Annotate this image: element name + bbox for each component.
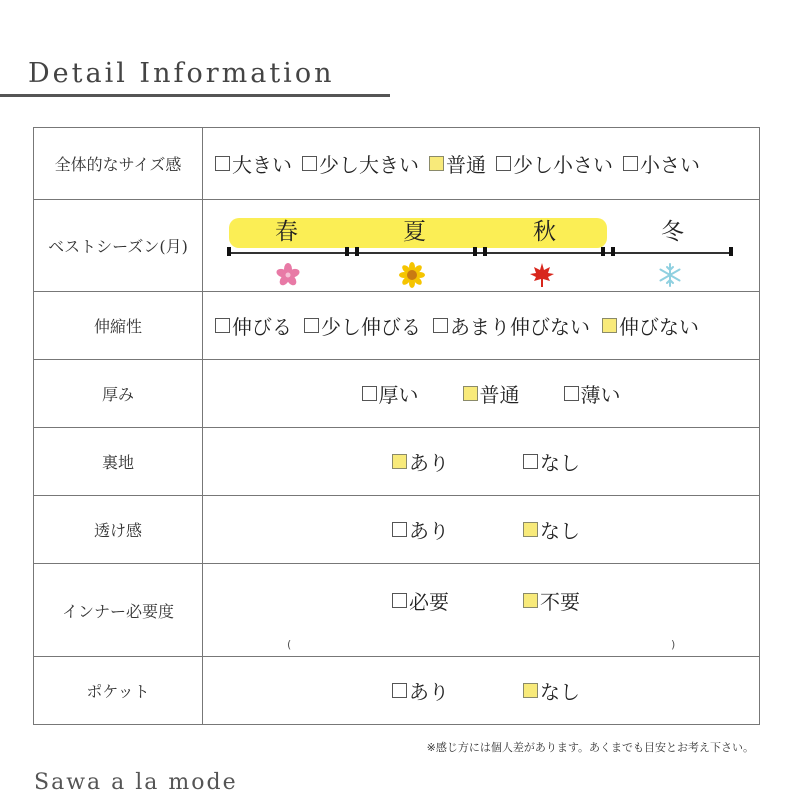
option-label: なし: [540, 680, 580, 704]
checkbox-option: [362, 379, 419, 408]
option-label: なし: [540, 451, 580, 475]
row-stretch: [34, 292, 760, 360]
checkbox-icon: [523, 454, 538, 469]
row-season: [34, 200, 760, 292]
checkbox-option: [463, 379, 520, 408]
checkbox-option: [215, 149, 292, 178]
option-label: 少し伸びる: [321, 315, 421, 339]
season-winter: 冬: [661, 218, 684, 245]
checked-box-icon: [523, 683, 538, 698]
paren-open: (: [287, 638, 292, 651]
option-label: 少し大きい: [319, 153, 419, 177]
season-summer: 夏: [403, 218, 426, 245]
option-label: 薄い: [580, 383, 621, 407]
checkbox-icon: [392, 593, 407, 608]
paren-close: ): [671, 638, 676, 651]
heading-underline: [0, 94, 390, 97]
checkbox-icon: [623, 156, 638, 171]
row-inner: [34, 564, 760, 657]
season-tick: [483, 247, 487, 256]
checkbox-option: [523, 447, 580, 476]
row-size: [34, 128, 760, 200]
option-label: 普通: [446, 153, 486, 177]
checkbox-icon: [564, 386, 579, 401]
spec-table: [33, 127, 760, 725]
section-heading: Detail Information: [28, 58, 335, 89]
checkbox-option: [564, 379, 621, 408]
checkbox-option: [623, 149, 700, 178]
season-tick: [611, 247, 615, 256]
checkbox-icon: [433, 318, 448, 333]
row-label: 透け感: [34, 496, 203, 564]
row-label: 厚み: [34, 360, 203, 428]
option-label: あり: [409, 519, 449, 543]
option-label: 大きい: [232, 153, 292, 177]
checked-box-icon: [602, 318, 617, 333]
option-label: 厚い: [378, 383, 419, 407]
season-tick: [729, 247, 733, 256]
row-label: ベストシーズン(月): [34, 200, 203, 292]
row-pocket: [34, 657, 760, 725]
option-label: 伸びる: [232, 315, 292, 339]
checkbox-option: [433, 311, 590, 340]
row-label: 伸縮性: [34, 292, 203, 360]
checkbox-option: [392, 586, 449, 615]
size-options: [203, 149, 759, 178]
season-chart: [203, 201, 759, 291]
row-thickness: [34, 360, 760, 428]
option-label: あまり伸びない: [450, 315, 590, 339]
checkbox-option: [392, 676, 449, 705]
season-spring: 春: [275, 218, 298, 245]
inner-options: [203, 564, 759, 615]
option-label: なし: [540, 519, 580, 543]
season-tick: [227, 247, 231, 256]
checked-box-icon: [463, 386, 478, 401]
snowflake-icon: [657, 262, 683, 288]
checkbox-option: [496, 149, 613, 178]
checkbox-option: [523, 586, 580, 615]
row-label: 裏地: [34, 428, 203, 496]
stretch-options: [203, 311, 759, 340]
footnote: ※感じ方には個人差があります。あくまでも目安とお考え下さい。: [426, 741, 754, 754]
checkbox-icon: [302, 156, 317, 171]
row-label: インナー必要度: [34, 564, 203, 657]
row-label: 全体的なサイズ感: [34, 128, 203, 200]
option-label: 小さい: [640, 153, 700, 177]
lining-options: [203, 447, 759, 476]
checkbox-option: [523, 676, 580, 705]
option-label: 不要: [540, 590, 580, 614]
checkbox-option: [215, 311, 292, 340]
checkbox-option: [302, 149, 419, 178]
checkbox-option: [523, 515, 580, 544]
checkbox-icon: [215, 156, 230, 171]
sakura-icon: [275, 262, 301, 288]
season-tick: [345, 247, 349, 256]
checkbox-icon: [392, 683, 407, 698]
row-sheer: [34, 496, 760, 564]
checkbox-icon: [392, 522, 407, 537]
season-tick: [601, 247, 605, 256]
checkbox-icon: [215, 318, 230, 333]
checkbox-option: [304, 311, 421, 340]
row-label: ポケット: [34, 657, 203, 725]
option-label: 普通: [479, 383, 520, 407]
checked-box-icon: [523, 593, 538, 608]
option-label: 少し小さい: [513, 153, 613, 177]
checkbox-icon: [362, 386, 377, 401]
option-label: あり: [409, 680, 449, 704]
row-lining: [34, 428, 760, 496]
season-tick: [473, 247, 477, 256]
checkbox-option: [602, 311, 699, 340]
option-label: 伸びない: [619, 315, 699, 339]
sheer-options: [203, 515, 759, 544]
sunflower-icon: [399, 262, 425, 288]
checked-box-icon: [429, 156, 444, 171]
season-timeline: [229, 252, 733, 254]
checkbox-icon: [496, 156, 511, 171]
checked-box-icon: [392, 454, 407, 469]
thickness-options: [203, 379, 759, 408]
brand-logo-text: Sawa a la mode: [34, 770, 238, 795]
checkbox-option: [392, 515, 449, 544]
pocket-options: [203, 676, 759, 705]
season-autumn: 秋: [533, 218, 556, 245]
checkbox-option: [429, 149, 486, 178]
checked-box-icon: [523, 522, 538, 537]
checkbox-option: [392, 447, 449, 476]
option-label: 必要: [409, 590, 449, 614]
season-tick: [355, 247, 359, 256]
maple-leaf-icon: [529, 262, 555, 288]
option-label: あり: [409, 451, 449, 475]
checkbox-icon: [304, 318, 319, 333]
